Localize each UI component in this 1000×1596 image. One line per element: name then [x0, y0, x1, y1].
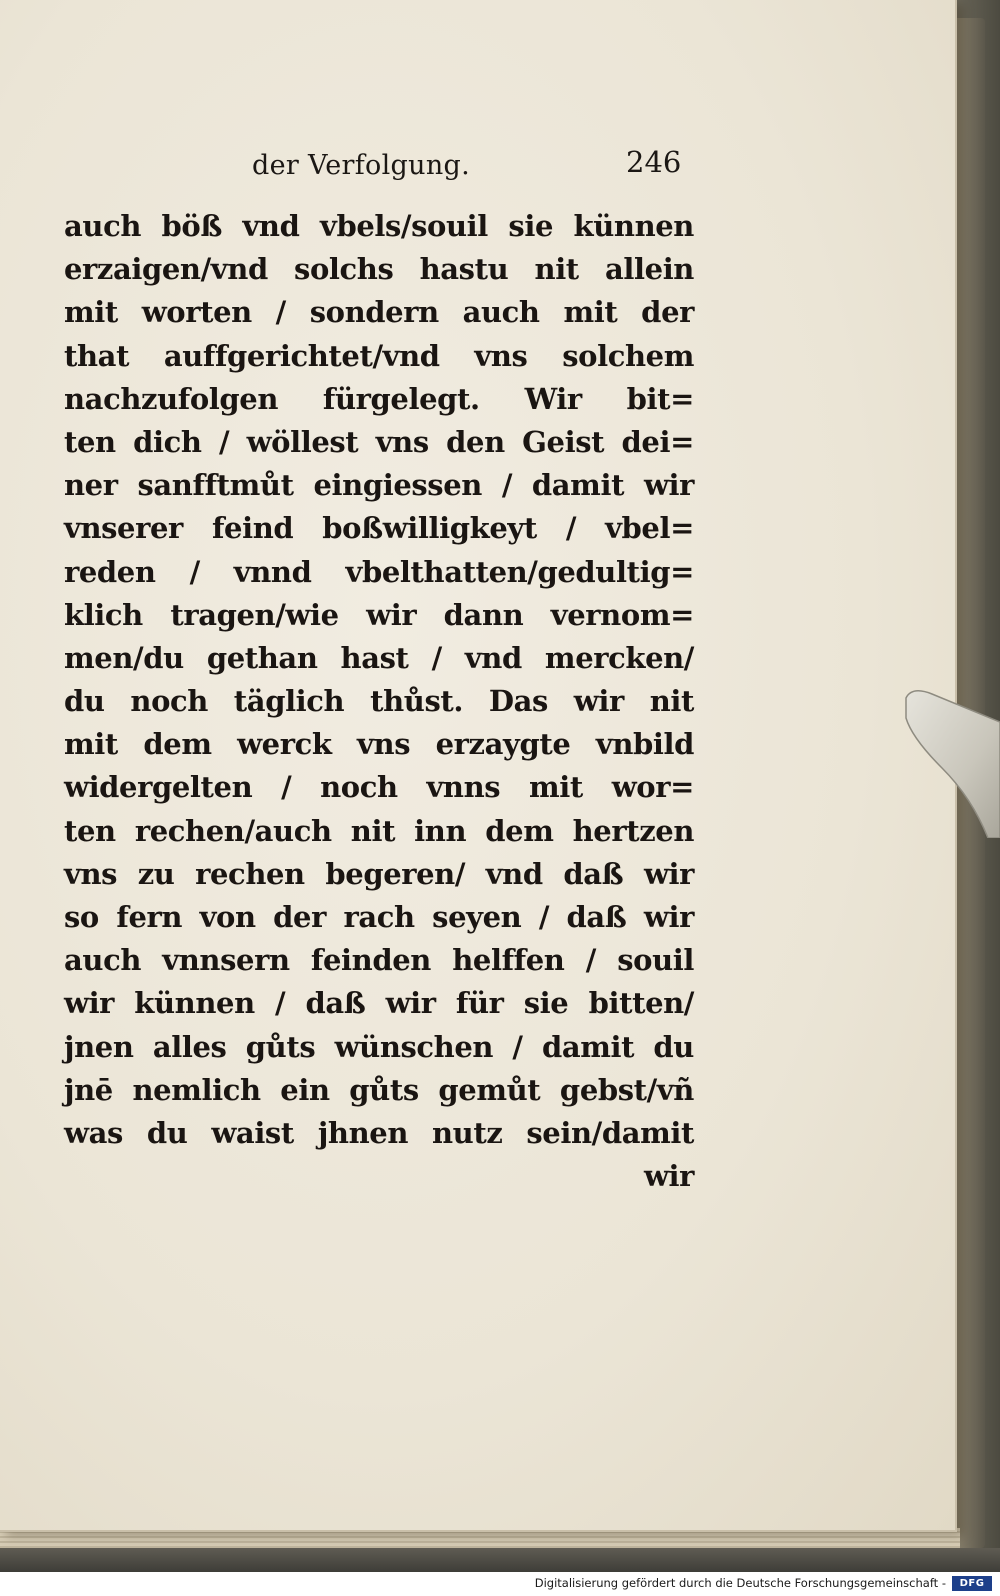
text-line: ten dich / wöllest vns den Geist dei=	[64, 424, 694, 459]
text-line: vns zu rechen begeren/ vnd daß wir	[64, 856, 694, 891]
scanner-clip-icon	[902, 688, 1000, 838]
text-line: reden / vnnd vbelthatten/gedultig=	[64, 554, 694, 589]
text-line: mit worten / sondern auch mit der	[64, 295, 694, 330]
text-line: auch vnnsern feinden helffen / souil	[64, 943, 694, 978]
text-line: klich tragen/wie wir dann vernom=	[64, 597, 694, 632]
text-line: ner sanfftmůt eingiessen / damit wir	[64, 468, 694, 503]
text-line: erzaigen/vnd solchs hastu nit allein	[64, 252, 694, 287]
body-text	[64, 205, 694, 1198]
text-line: ten rechen/auch nit inn dem hertzen	[64, 813, 694, 848]
text-line: widergelten / noch vnns mit wor=	[64, 770, 694, 805]
text-line: jnen alles gůts wünschen / damit du	[64, 1029, 694, 1064]
page-number: 246	[626, 145, 682, 179]
text-line: was du waist jhnen nutz sein/damit	[64, 1115, 694, 1150]
text-line: mit dem werck vns erzaygte vnbild	[64, 727, 694, 762]
digitization-credit: Digitalisierung gefördert durch die Deutsche Forschungsgemeinschaft -	[534, 1576, 946, 1590]
text-line: men/du gethan hast / vnd mercken/	[64, 640, 694, 675]
running-head: der Verfolgung.	[252, 150, 470, 181]
text-line: du noch täglich thůst. Das wir nit	[64, 684, 694, 719]
text-line: so fern von der rach seyen / daß wir	[64, 900, 694, 934]
catchword: wir	[643, 1159, 694, 1194]
text-line: vnserer feind boßwilligkeyt / vbel=	[64, 511, 694, 546]
dfg-logo: DFG	[952, 1576, 992, 1591]
text-line: that auffgerichtet/vnd vns solchem	[64, 338, 694, 373]
text-line: wir künnen / daß wir für sie bitten/	[64, 986, 694, 1021]
text-line: auch böß vnd vbels/souil sie künnen	[64, 209, 694, 243]
text-line: jnē nemlich ein gůts gemůt gebst/vñ	[64, 1072, 694, 1107]
text-line: nachzufolgen fürgelegt. Wir bit=	[64, 381, 694, 416]
